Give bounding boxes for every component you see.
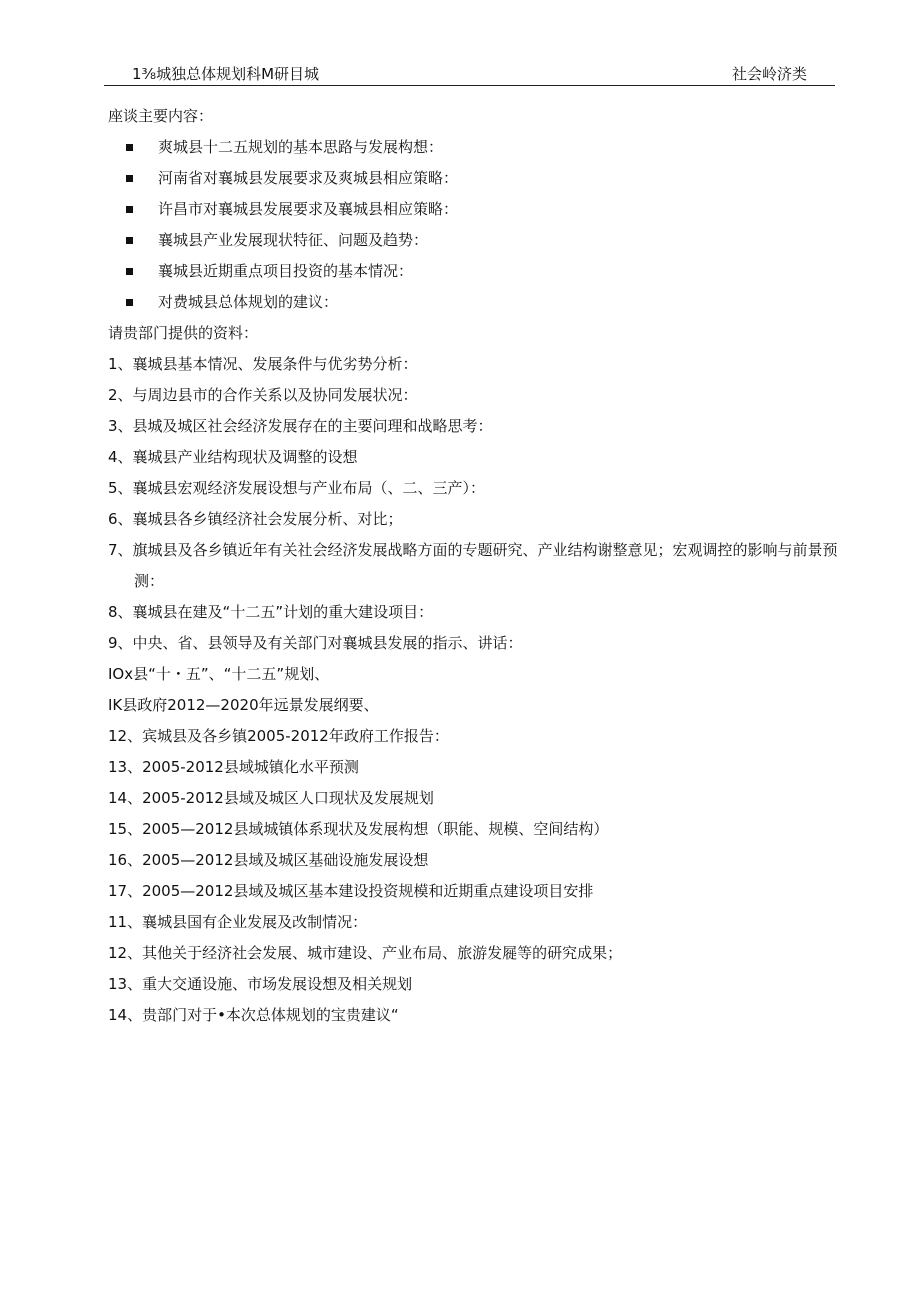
bullet-item [108, 163, 838, 194]
bullet-item [108, 256, 838, 287]
section-title-materials: 请贵部门提供的资料： [108, 324, 259, 342]
list-item: 14、2005-2012县域及城区人口现状及发展规划 [108, 789, 434, 807]
list-item: 1、襄城县基本情况、发展条件与优劣势分析： [108, 355, 418, 373]
bullet-item [108, 225, 838, 256]
list-item: 7、旗城县及各乡镇近年有关社会经济发展战略方面的专题研究、产业结构谢整意见；宏观调控的影响与前景预测： [108, 541, 838, 590]
bullet-text: 襄城县产业发展现状特征、问题及趋势： [158, 231, 429, 249]
page-header [104, 64, 835, 86]
list-item: 9、中央、省、县领导及有关部门对襄城县发展的指示、讲话： [108, 634, 523, 652]
header-category: 社会岭济类 [731, 65, 807, 83]
list-item: IOx县“十・五”、“十二五”规划、 [108, 665, 330, 683]
bullet-text: 河南省对襄城县发展要求及爽城县相应策略： [158, 169, 459, 187]
list-item: 3、县城及城区社会经济发展存在的主要问理和战略思考： [108, 417, 493, 435]
list-item: 11、襄城县国有企业发展及改制情况： [108, 913, 368, 931]
square-bullet-icon [126, 206, 133, 213]
bullet-text: 许昌市对襄城县发展要求及襄城县相应策略： [158, 200, 459, 218]
bullet-item [108, 287, 838, 318]
square-bullet-icon [126, 299, 133, 306]
list-item: 14、贵部门对于•本次总体规划的宝贵建议“ [108, 1006, 399, 1024]
section-title-discussion: 座谈主要内容： [108, 107, 214, 125]
square-bullet-icon [126, 175, 133, 182]
list-item: IK县政府2012—2020年远景发展纲要、 [108, 696, 379, 714]
list-item: 12、宾城县及各乡镇2005-2012年政府工作报告： [108, 727, 449, 745]
list-item: 13、2005-2012县域城镇化水平预测 [108, 758, 359, 776]
document-body [108, 101, 838, 1031]
bullet-text: 爽城县十二五规划的基本思路与发展构想： [158, 138, 444, 156]
bullet-text: 对费城县总体规划的建议： [158, 293, 339, 311]
bullet-text: 襄城县近期重点项目投资的基本情况： [158, 262, 414, 280]
bullet-item [108, 132, 838, 163]
list-item: 6、襄城县各乡镇经济社会发展分析、对比； [108, 510, 403, 528]
list-item: 5、襄城县宏观经济发展设想与产业布局（、二、三产）： [108, 479, 486, 497]
bullet-item [108, 194, 838, 225]
list-item: 4、襄城县产业结构现状及调整的设想 [108, 448, 358, 466]
list-item: 8、襄城县在建及“十二五”计划的重大建设项目： [108, 603, 434, 621]
list-item: 13、重大交通设施、市场发展设想及相关规划 [108, 975, 413, 993]
list-item: 2、与周边县市的合作关系以及协同发展状况： [108, 386, 418, 404]
square-bullet-icon [126, 268, 133, 275]
list-item: 15、2005—2012县域城镇体系现状及发展构想（职能、规模、空间结构） [108, 820, 609, 838]
square-bullet-icon [126, 237, 133, 244]
header-title: 1⅜城独总体规划科M研目城 [132, 65, 320, 83]
list-item: 17、2005—2012县域及城区基本建设投资规模和近期重点建设项目安排 [108, 882, 594, 900]
list-item: 12、其他关于经济社会发展、城市建设、产业布局、旅游发屣等的研究成果； [108, 944, 623, 962]
list-item: 16、2005—2012县域及城区基础设施发展设想 [108, 851, 429, 869]
square-bullet-icon [126, 144, 133, 151]
